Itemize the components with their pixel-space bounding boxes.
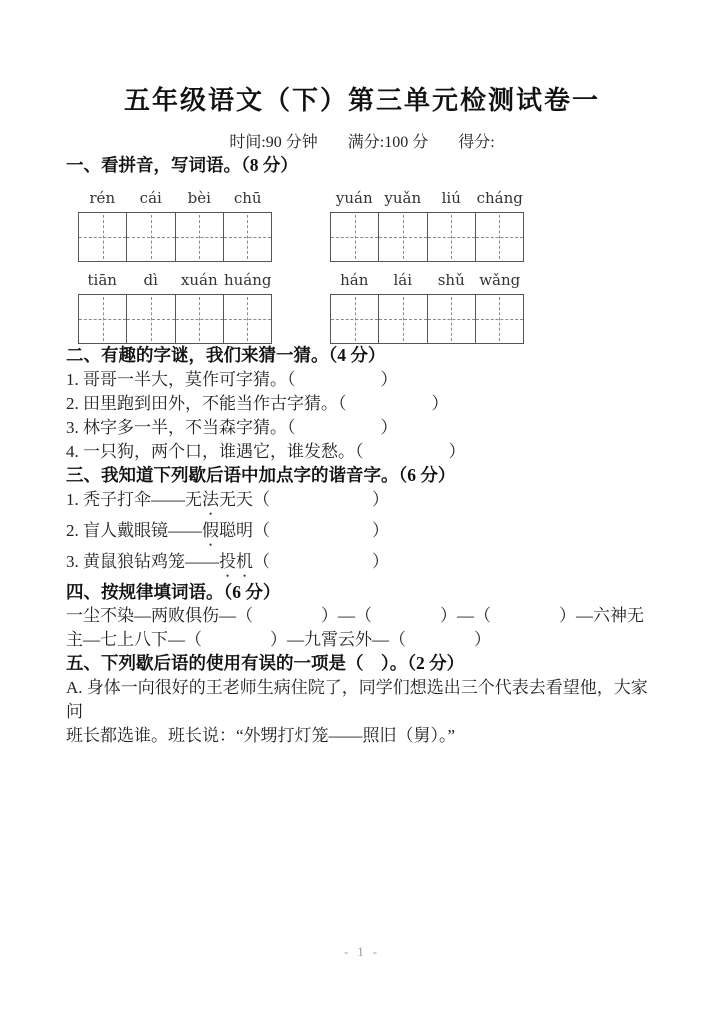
writing-cell [331, 213, 379, 261]
section-5-heading: 五、下列歇后语的使用有误的一项是（ ）。（2 分） [66, 653, 465, 674]
pinyin-label: xuán [180, 271, 218, 290]
item-text: 聪明（ ） [219, 520, 389, 540]
writing-cell [476, 213, 523, 261]
item-text: 无天（ ） [219, 489, 389, 509]
xiehouyu-item [66, 488, 658, 519]
item-text: 2. 盲人戴眼镜—— [66, 520, 202, 540]
pinyin-group-2 [330, 189, 524, 262]
pinyin-label: yuǎn [384, 189, 422, 208]
pinyin-group-1 [78, 189, 272, 262]
pinyin-label: cháng [476, 189, 523, 208]
writing-cell [176, 295, 224, 343]
writing-cell [176, 213, 224, 261]
writing-cell [379, 295, 427, 343]
pinyin-label: yuán [335, 189, 373, 208]
idiom-chain-line: 主—七上八下—（ ）—九霄云外—（ ） [66, 630, 491, 650]
pinyin-label: hán [340, 271, 369, 290]
option-a-line: 班长都选谁。班长说：“外甥打灯笼——照旧（舅）。” [66, 725, 456, 745]
pinyin-labels [78, 189, 272, 210]
writing-cell [379, 213, 427, 261]
pinyin-labels [330, 271, 524, 292]
riddle-item: 2. 田里跑到田外，不能当作古字猜。（ ） [66, 394, 449, 414]
writing-grid [330, 212, 524, 262]
riddle-item: 1. 哥哥一半大，莫作可字猜。（ ） [66, 370, 398, 390]
riddle-item: 4. 一只狗，两个口，谁遇它，谁发愁。（ ） [66, 442, 466, 462]
pinyin-label: liú [441, 189, 461, 208]
writing-cell [428, 213, 476, 261]
pinyin-row-1 [78, 189, 658, 262]
pinyin-label: cái [139, 189, 162, 208]
writing-cell [79, 295, 127, 343]
pinyin-label: tiān [87, 271, 117, 290]
dotted-char: 投机 [219, 551, 253, 571]
pinyin-group-3 [78, 271, 272, 344]
paper-info [0, 132, 724, 154]
riddle-item: 3. 林字多一半，不当森字猜。（ ） [66, 418, 398, 438]
pinyin-label: lái [393, 271, 413, 290]
pinyin-label: bèi [187, 189, 211, 208]
writing-grid [78, 212, 272, 262]
pinyin-label: rén [89, 189, 116, 208]
writing-cell [331, 295, 379, 343]
score-field: 得分: [458, 133, 495, 151]
writing-cell [428, 295, 476, 343]
section-3-heading: 三、我知道下列歇后语中加点字的谐音字。（6 分） [66, 465, 456, 486]
writing-cell [224, 295, 271, 343]
pinyin-label: dì [143, 271, 158, 290]
page-title: 五年级语文（下）第三单元检测试卷一 [123, 86, 600, 115]
full-score: 满分:100 分 [347, 133, 429, 151]
pinyin-row-2 [78, 271, 658, 344]
writing-grid [330, 294, 524, 344]
dotted-char: 法 [202, 489, 219, 509]
pinyin-label: chū [233, 189, 262, 208]
pinyin-label: wǎng [479, 271, 521, 290]
writing-grid [78, 294, 272, 344]
writing-cell [127, 213, 175, 261]
section-1-heading: 一、看拼音，写词语。（8 分） [66, 154, 298, 175]
item-text: （ ） [253, 551, 389, 571]
pinyin-labels [330, 189, 524, 210]
section-4-heading: 四、按规律填词语。（6 分） [66, 581, 281, 602]
dotted-char: 假 [202, 520, 219, 540]
section-2-heading: 二、有趣的字谜，我们来猜一猜。（4 分） [66, 345, 386, 366]
pinyin-label: huáng [223, 271, 272, 290]
xiehouyu-item [66, 550, 658, 581]
writing-cell [79, 213, 127, 261]
pinyin-group-4 [330, 271, 524, 344]
writing-cell [224, 213, 271, 261]
paper-body [0, 154, 724, 748]
time-limit: 时间:90 分钟 [229, 133, 318, 151]
idiom-chain-line: 一尘不染—两败俱伤—（ ）—（ ）—（ ）—六神无 [66, 606, 644, 626]
writing-cell [476, 295, 523, 343]
item-text: 1. 秃子打伞——无 [66, 489, 202, 509]
pinyin-label: shǔ [437, 271, 465, 290]
xiehouyu-item [66, 519, 658, 550]
option-a-line: A. 身体一向很好的王老师生病住院了，同学们想选出三个代表去看望他，大家问 [66, 677, 648, 721]
item-text: 3. 黄鼠狼钻鸡笼—— [66, 551, 219, 571]
writing-cell [127, 295, 175, 343]
page-number: - 1 - [344, 945, 380, 959]
pinyin-labels [78, 271, 272, 292]
